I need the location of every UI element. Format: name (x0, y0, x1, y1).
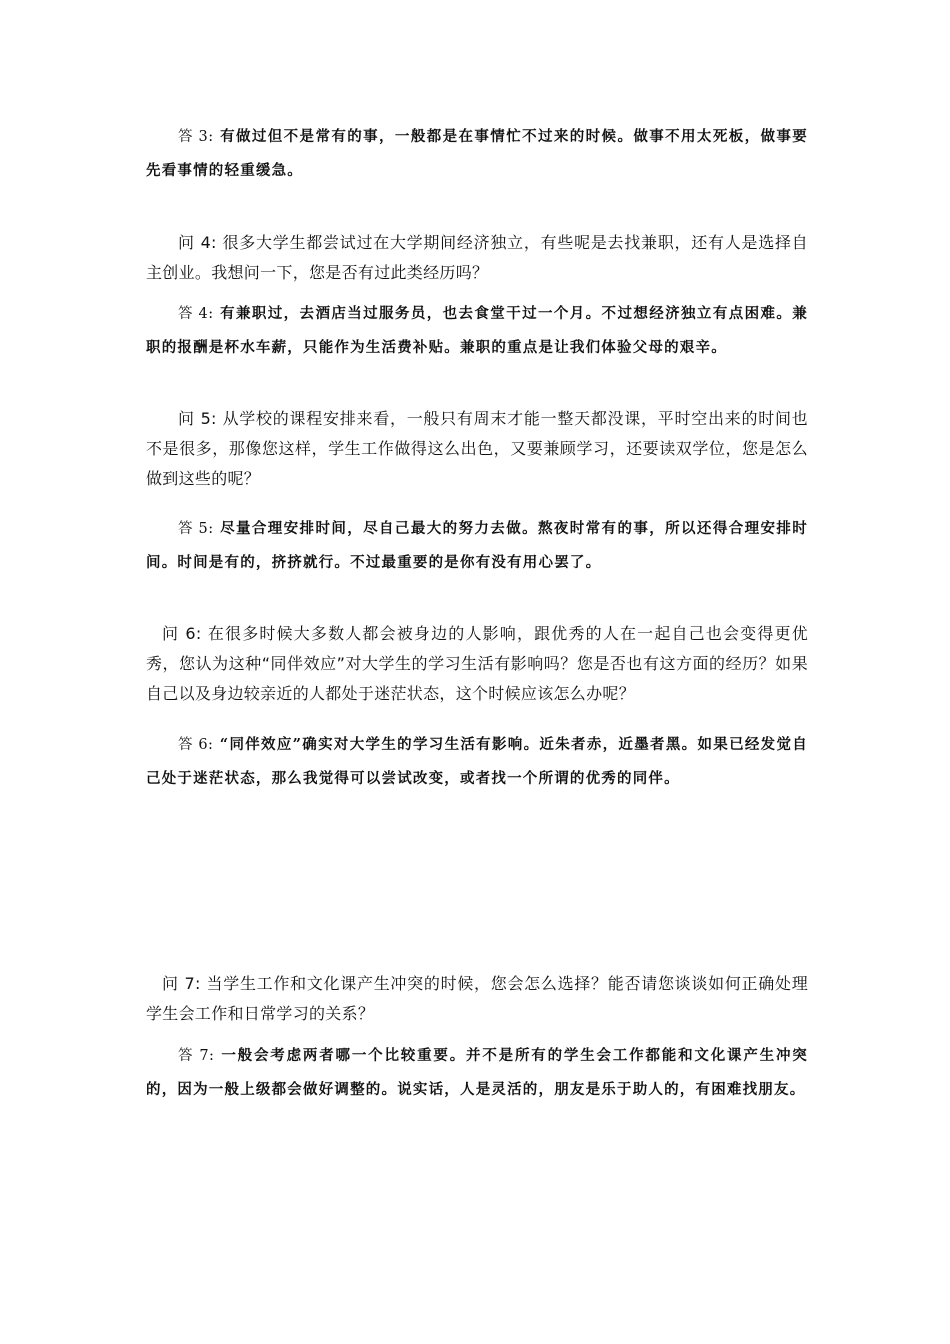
answer-7 (146, 1039, 808, 1106)
answer-7-text: 一般会考虑两者哪一个比较重要。并不是所有的学生会工作都能和文化课产生冲突的，因为一般上级都会做好调整的。说实话，人是灵活的，朋友是乐于助人的，有困难找朋友。 (146, 1047, 808, 1098)
answer-7-label: 答 7: (178, 1048, 215, 1064)
answer-5 (146, 512, 808, 579)
question-6-text: 在很多时候大多数人都会被身边的人影响，跟优秀的人在一起自己也会变得更优秀，您认为这种“同伴效应”对大学生的学习生活有影响吗？您是否也有这方面的经历？如果自己以及身边较亲近的人都处于迷茫状态，这个时候应该怎么办呢？ (146, 624, 808, 703)
answer-4-text: 有兼职过，去酒店当过服务员，也去食堂干过一个月。不过想经济独立有点困难。兼职的报酬是杯水车薪，只能作为生活费补贴。兼职的重点是让我们体验父母的艰辛。 (146, 305, 808, 356)
question-7-text: 当学生工作和文化课产生冲突的时候，您会怎么选择？能否请您谈谈如何正确处理学生会工作和日常学习的关系？ (146, 974, 808, 1023)
answer-5-label: 答 5: (178, 521, 214, 537)
question-5 (146, 404, 808, 494)
answer-4-label: 答 4: (178, 306, 214, 322)
question-7-label: 问 7: (162, 974, 201, 993)
question-6-label: 问 6: (162, 624, 202, 643)
question-4-text: 很多大学生都尝试过在大学期间经济独立，有些呢是去找兼职，还有人是选择自主创业。我想问一下，您是否有过此类经历吗？ (146, 233, 808, 282)
question-5-text: 从学校的课程安排来看，一般只有周末才能一整天都没课，平时空出来的时间也不是很多，那像您这样，学生工作做得这么出色，又要兼顾学习，还要读双学位，您是怎么做到这些的呢？ (146, 409, 808, 488)
answer-6 (146, 728, 808, 795)
question-4-label: 问 4: (178, 233, 217, 252)
answer-3 (146, 120, 808, 187)
answer-3-label: 答 3: (178, 129, 214, 145)
answer-6-text: “同伴效应”确实对大学生的学习生活有影响。近朱者赤，近墨者黑。如果已经发觉自己处于迷茫状态，那么我觉得可以尝试改变，或者找一个所谓的优秀的同伴。 (146, 736, 808, 787)
answer-6-label: 答 6: (178, 737, 214, 753)
question-6 (146, 619, 808, 709)
question-7 (146, 969, 808, 1029)
question-4 (146, 228, 808, 288)
question-5-label: 问 5: (178, 409, 217, 428)
answer-4 (146, 297, 808, 364)
answer-5-text: 尽量合理安排时间，尽自己最大的努力去做。熬夜时常有的事，所以还得合理安排时间。时间是有的，挤挤就行。不过最重要的是你有没有用心罢了。 (146, 520, 808, 571)
answer-3-text: 有做过但不是常有的事，一般都是在事情忙不过来的时候。做事不用太死板，做事要先看事情的轻重缓急。 (146, 128, 808, 179)
